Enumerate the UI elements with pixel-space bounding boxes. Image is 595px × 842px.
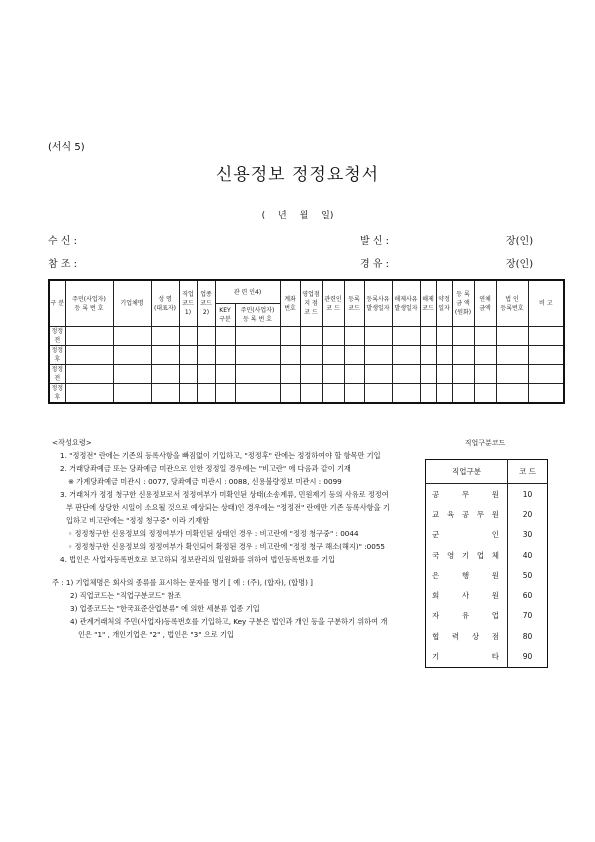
col-corp-no: 법 인 등록번호 <box>496 280 528 327</box>
job-code-head-code: 코 드 <box>508 460 548 484</box>
col-company: 기업체명 <box>113 280 151 327</box>
document-title: 신용정보 정정요청서 <box>215 165 380 185</box>
col-account: 계좌 번호 <box>280 280 300 327</box>
col-industry-code: 업종 코드2) <box>197 280 215 327</box>
row-label: 정정후 <box>49 384 65 404</box>
date-line: ( 년 월 일) <box>261 211 334 221</box>
col-delay-amount: 연체 금액 <box>474 280 496 327</box>
job-name: 군 인 <box>432 530 499 540</box>
job-code: 30 <box>508 525 548 545</box>
col-key: KEY 구분 <box>215 304 235 327</box>
col-name: 성 명 (대표자) <box>151 280 179 327</box>
col-debt-date: 약정 일자 <box>436 280 452 327</box>
col-release-code: 해제 코드 <box>420 280 436 327</box>
instruction-item: 2. 거래당좌예금 또는 당좌예금 미관으로 인한 정정일 경우에는 "비고란" 에 다음과 같이 기재 <box>60 464 351 473</box>
job-name: 자 유 업 <box>432 611 499 621</box>
instruction-item: 3. 거래처가 정정 청구한 신용정보로서 정정여부가 미확인된 상태(소송계류, 민원제기 등의 사유로 정정여 <box>60 490 389 499</box>
col-reg-amount: 등 록 금 액 (원화) <box>452 280 474 327</box>
job-code-row <box>426 525 548 545</box>
job-code: 70 <box>508 606 548 626</box>
instruction-item: 1. "정정전" 란에는 기존의 등록사항을 빠짐없이 기입하고, "정정후" 란에는 정정하여야 할 항목만 기입 <box>60 451 381 460</box>
job-code-row <box>426 606 548 626</box>
instruction-item: 부 판단에 상당한 시일이 소요될 것으로 예상되는 상태)인 경우에는 "정정전" 란에만 기존 등록사항을 기 <box>66 503 390 512</box>
job-code-title: 직업구분코드 <box>464 439 506 447</box>
table-row <box>49 365 564 384</box>
table-row <box>49 327 564 346</box>
job-code: 20 <box>508 504 548 524</box>
job-code-row <box>426 484 548 505</box>
form-number: (서식 5) <box>48 142 85 153</box>
seal-via: 장(인) <box>506 259 534 270</box>
col-related-reg-no: 주민(사업자) 등 록 번 호 <box>235 304 280 327</box>
col-reg-no: 주민(사업자) 등 록 번 호 <box>65 280 113 327</box>
table-row <box>49 346 564 365</box>
job-name: 공 무 원 <box>432 489 499 499</box>
job-name: 은 행 원 <box>432 570 499 580</box>
job-code: 40 <box>508 545 548 565</box>
job-name: 국 영 기 업 체 <box>432 550 499 560</box>
col-release-reason: 해제사유 발생일자 <box>392 280 420 327</box>
table-row <box>49 384 564 404</box>
seal-sender: 장(인) <box>506 236 534 247</box>
reference-label: 참 조 : <box>48 259 78 270</box>
job-code: 90 <box>508 646 548 667</box>
recipient-label: 수 신 : <box>48 236 78 247</box>
col-job-code: 직업 코드1) <box>179 280 197 327</box>
job-name: 협 력 상 점 <box>432 631 499 641</box>
col-reg-reason: 등록사유 발생일자 <box>364 280 392 327</box>
job-code-row <box>426 646 548 667</box>
footnote: 인은 "1" , 개인기업은 "2" , 법인은 "3" 으로 기입 <box>78 630 234 639</box>
row-label: 정정전 <box>49 365 65 384</box>
job-code: 60 <box>508 585 548 605</box>
footnote: 4) 관계거래처의 주민(사업자)등록번호를 기입하고, Key 구분은 법인과 개인 등을 구분하기 위하여 개 <box>70 617 388 626</box>
instruction-item: ※ 가계당좌예금 미관시 : 0077, 당좌예금 미관시 : 0088, 신용불량정보 미관시 : 0099 <box>68 477 342 486</box>
col-remark: 비 고 <box>528 280 564 327</box>
job-name: 교 육 공 무 원 <box>432 509 499 519</box>
job-code-row <box>426 545 548 565</box>
col-gubun: 구 분 <box>49 280 65 327</box>
col-related-group: 관 련 인4) <box>215 280 280 304</box>
via-label: 경 유 : <box>360 259 390 270</box>
footnote: 주 : 1) 기업체명은 회사의 종류를 표시하는 문자를 명기 [ 예 : (주), (합자), (합명) ] <box>52 578 313 587</box>
row-label: 정정전 <box>49 327 65 346</box>
job-code-row <box>426 585 548 605</box>
footnote: 2) 직업코드는 "직업구분코드" 참조 <box>70 591 182 600</box>
correction-table <box>48 279 565 404</box>
job-code-table <box>425 459 548 668</box>
instruction-item: 4. 법인은 사업자등록번호로 보고하되 정보관리의 일원화를 위하여 법인등록번호를 기입 <box>60 555 336 564</box>
job-code: 80 <box>508 626 548 646</box>
job-name: 회 사 원 <box>432 591 499 601</box>
footnote: 3) 업종코드는 "한국표준산업분류" 에 의한 세분류 업종 기입 <box>70 604 260 613</box>
col-relation: 관련인 코 드 <box>322 280 344 327</box>
instruction-item: 입하고 비고란에는 "정정 청구중" 이라 기재함 <box>66 516 210 525</box>
job-code-row <box>426 565 548 585</box>
row-label: 정정후 <box>49 346 65 365</box>
col-reg-code: 등록 코드 <box>344 280 364 327</box>
job-code-row <box>426 504 548 524</box>
col-branch: 영업점 지 점 코 드 <box>300 280 322 327</box>
job-name: 기 타 <box>432 652 499 662</box>
sender-label: 발 신 : <box>360 236 390 247</box>
instructions <box>52 436 397 641</box>
job-code: 10 <box>508 484 548 505</box>
instructions-heading: <작성요령> <box>52 438 92 447</box>
job-code-head-name: 직업구분 <box>426 460 508 484</box>
job-code: 50 <box>508 565 548 585</box>
instruction-item: ◦ 정정청구한 신용정보의 정정여부가 확인되어 확정된 경우 : 비고란에 "정정 청구 해소(해지)" :0055 <box>68 542 385 551</box>
job-code-row <box>426 626 548 646</box>
instruction-item: ◦ 정정청구한 신용정보의 정정여부가 미확인된 상태인 경우 : 비고란에 "정정 청구중" : 0044 <box>68 529 359 538</box>
